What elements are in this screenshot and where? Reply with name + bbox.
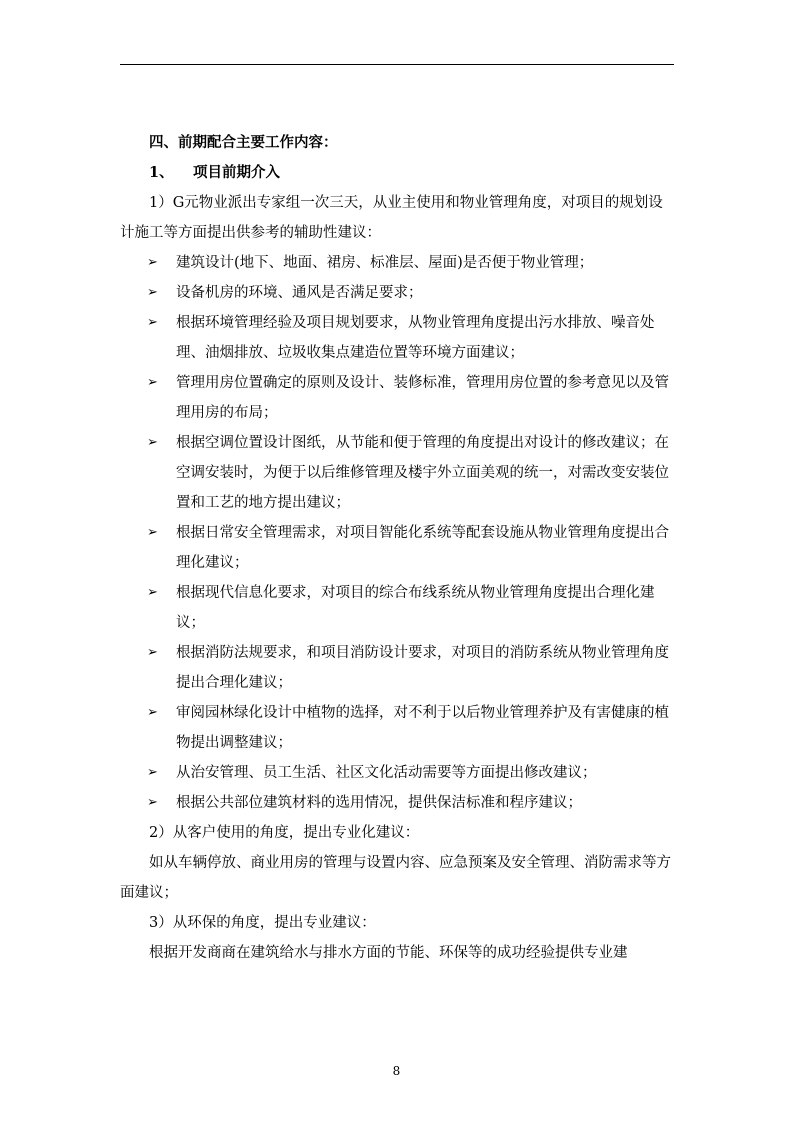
bullet-item xyxy=(120,278,674,308)
bullet-item xyxy=(120,428,674,518)
bullet-item xyxy=(120,698,674,758)
bullet-text: 审阅园林绿化设计中植物的选择，对不利于以后物业管理养护及有害健康的植物提出调整建议； xyxy=(176,705,669,751)
bullet-text: 建筑设计(地下、地面、裙房、标准层、屋面)是否便于物业管理； xyxy=(176,255,594,271)
bullet-arrow-icon: ➢ xyxy=(147,585,158,600)
bullet-text: 设备机房的环境、通风是否满足要求； xyxy=(176,285,423,301)
section-title: 四、前期配合主要工作内容： xyxy=(149,134,338,151)
page-number: 8 xyxy=(392,1064,401,1078)
bullet-arrow-icon: ➢ xyxy=(147,525,158,540)
header-rule xyxy=(120,64,674,65)
bullet-text: 根据现代信息化要求，对项目的综合布线系统从物业管理角度提出合理化建议； xyxy=(176,585,655,631)
bullet-item xyxy=(120,578,674,638)
bullet-arrow-icon: ➢ xyxy=(147,315,158,330)
bullet-text: 根据日常安全管理需求，对项目智能化系统等配套设施从物业管理角度提出合理化建议； xyxy=(176,525,669,571)
bullet-text: 根据环境管理经验及项目规划要求，从物业管理角度提出污水排放、噪音处理、油烟排放、垃圾收集点建造位置等环境方面建议； xyxy=(176,315,655,361)
bullet-text: 根据公共部位建筑材料的选用情况，提供保洁标准和程序建议； xyxy=(176,795,582,811)
bullet-arrow-icon: ➢ xyxy=(147,645,158,660)
paragraph-4: 3）从环保的角度，提出专业建议： xyxy=(149,915,376,931)
bullet-arrow-icon: ➢ xyxy=(147,795,158,810)
bullet-text: 管理用房位置确定的原则及设计、装修标准，管理用房位置的参考意见以及管理用房的布局； xyxy=(176,375,669,421)
subsection-number: 1、 xyxy=(149,164,174,181)
paragraph-5: 根据开发商商在建筑给水与排水方面的节能、环保等的成功经验提供专业建 xyxy=(149,945,628,961)
subsection-title: 项目前期介入 xyxy=(193,164,280,181)
bullet-arrow-icon: ➢ xyxy=(147,435,158,450)
subsection-heading xyxy=(120,158,674,188)
bullet-arrow-icon: ➢ xyxy=(147,255,158,270)
bullet-item xyxy=(120,308,674,368)
bullet-item xyxy=(120,638,674,698)
document-body xyxy=(120,128,674,968)
bullet-item xyxy=(120,758,674,788)
bullet-item xyxy=(120,788,674,818)
bullet-item xyxy=(120,368,674,428)
bullet-text: 从治安管理、员工生活、社区文化活动需要等方面提出修改建议； xyxy=(176,765,597,781)
bullet-arrow-icon: ➢ xyxy=(147,375,158,390)
bullet-text: 根据消防法规要求，和项目消防设计要求，对项目的消防系统从物业管理角度提出合理化建议； xyxy=(176,645,669,691)
bullet-item xyxy=(120,248,674,278)
paragraph-2: 2）从客户使用的角度，提出专业化建议： xyxy=(149,825,420,841)
bullet-arrow-icon: ➢ xyxy=(147,705,158,720)
bullet-item xyxy=(120,518,674,578)
bullet-arrow-icon: ➢ xyxy=(147,285,158,300)
paragraph-1: 1）G元物业派出专家组一次三天，从业主使用和物业管理角度，对项目的规划设计施工等方面提出供参考的辅助性建议： xyxy=(120,195,663,241)
bullet-arrow-icon: ➢ xyxy=(147,765,158,780)
bullet-text: 根据空调位置设计图纸，从节能和便于管理的角度提出对设计的修改建议；在空调安装时，为便于以后维修管理及楼宇外立面美观的统一，对需改变安装位置和工艺的地方提出建议； xyxy=(176,435,669,511)
paragraph-3: 如从车辆停放、商业用房的管理与设置内容、应急预案及安全管理、消防需求等方面建议； xyxy=(120,855,671,901)
